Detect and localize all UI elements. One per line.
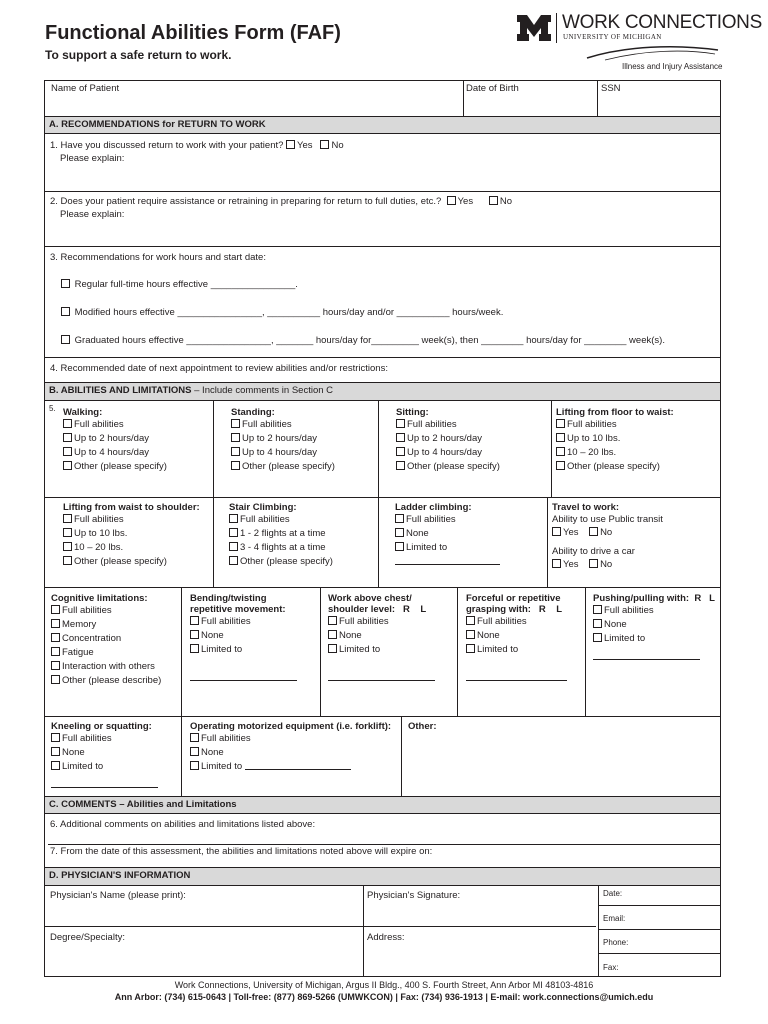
sitting-opt-4-checkbox[interactable] — [396, 461, 405, 470]
section-a-heading: A. RECOMMENDATIONS for RETURN TO WORK — [45, 116, 720, 134]
physician-signature-label: Physician's Signature: — [367, 890, 461, 901]
kneeling-opt-3-checkbox[interactable] — [51, 761, 60, 770]
q3-regular-checkbox[interactable] — [61, 279, 70, 288]
lifting-floor-opt-2-checkbox[interactable] — [556, 433, 565, 442]
standing-group: Standing: Full abilities Up to 2 hours/day Up to 4 hours/day Other (please specify) — [231, 407, 335, 472]
q7-text: 7. From the date of this assessment, the abilities and limitations noted above will expire on: — [50, 846, 433, 857]
q3-modified-checkbox[interactable] — [61, 307, 70, 316]
q1-text: 1. Have you discussed return to work with your patient? Yes No — [50, 140, 344, 151]
q3-graduated-checkbox[interactable] — [61, 335, 70, 344]
q2-explain: Please explain: — [60, 209, 125, 220]
lifting-shoulder-opt-3-checkbox[interactable] — [63, 542, 72, 551]
other-label: Other: — [408, 721, 437, 732]
patient-name-label: Name of Patient — [51, 83, 120, 94]
walking-opt-1-checkbox[interactable] — [63, 419, 72, 428]
cognitive-opt-2-checkbox[interactable] — [51, 619, 60, 628]
motorized-opt-1-checkbox[interactable] — [190, 733, 199, 742]
walking-opt-3-checkbox[interactable] — [63, 447, 72, 456]
transit-no-checkbox[interactable] — [589, 527, 598, 536]
forceful-opt-2-checkbox[interactable] — [466, 630, 475, 639]
standing-opt-4-checkbox[interactable] — [231, 461, 240, 470]
fax-label: Fax: — [603, 963, 619, 972]
motorized-group: Operating motorized equipment (i.e. forklift): Full abilities None Limited to — [190, 721, 392, 772]
q1-no-checkbox[interactable] — [320, 140, 329, 149]
forceful-opt-1-checkbox[interactable] — [466, 616, 475, 625]
sitting-opt-1-checkbox[interactable] — [396, 419, 405, 428]
lifting-floor-opt-1-checkbox[interactable] — [556, 419, 565, 428]
ladder-opt-1-checkbox[interactable] — [395, 514, 404, 523]
cognitive-opt-6-checkbox[interactable] — [51, 675, 60, 684]
lifting-shoulder-opt-2-checkbox[interactable] — [63, 528, 72, 537]
form-subtitle: To support a safe return to work. — [45, 48, 232, 62]
bending-opt-1-checkbox[interactable] — [190, 616, 199, 625]
work-above-group: Work above chest/ shoulder level: R L Full abilities None Limited to — [328, 593, 435, 685]
work-above-limited-line[interactable] — [328, 671, 435, 681]
lifting-floor-group: Lifting from floor to waist: Full abilities Up to 10 lbs. 10 – 20 lbs. Other (please specify) — [556, 407, 674, 472]
dob-label: Date of Birth — [466, 83, 519, 94]
standing-opt-2-checkbox[interactable] — [231, 433, 240, 442]
stair-opt-4-checkbox[interactable] — [229, 556, 238, 565]
lifting-shoulder-opt-4-checkbox[interactable] — [63, 556, 72, 565]
stair-opt-2-checkbox[interactable] — [229, 528, 238, 537]
walking-group: Walking: Full abilities Up to 2 hours/day Up to 4 hours/day Other (please specify) — [63, 407, 167, 472]
block-m-logo — [517, 15, 551, 41]
date-label: Date: — [603, 889, 623, 898]
logo-name: WORK CONNECTIONS — [562, 12, 762, 33]
motorized-limited-line[interactable] — [245, 760, 351, 770]
address-label: Address: — [367, 932, 405, 943]
footer-address: Work Connections, University of Michigan, Argus II Bldg., 400 S. Fourth Street, Ann Arbor MI 48103-4816 — [174, 980, 594, 990]
swoosh-graphic — [585, 44, 720, 64]
kneeling-opt-1-checkbox[interactable] — [51, 733, 60, 742]
faf-form — [44, 80, 721, 977]
phone-label: Phone: — [603, 938, 629, 947]
q1-explain: Please explain: — [60, 153, 125, 164]
walking-opt-4-checkbox[interactable] — [63, 461, 72, 470]
q2-no-checkbox[interactable] — [489, 196, 498, 205]
ladder-limited-line[interactable] — [395, 555, 500, 565]
motorized-opt-2-checkbox[interactable] — [190, 747, 199, 756]
pushing-group: Pushing/pulling with: R L Full abilities None Limited to — [593, 593, 715, 664]
degree-label: Degree/Specialty: — [50, 932, 125, 943]
sitting-opt-3-checkbox[interactable] — [396, 447, 405, 456]
section-c-heading: C. COMMENTS – Abilities and Limitations — [45, 796, 720, 814]
q2-yes-checkbox[interactable] — [447, 196, 456, 205]
q3-graduated: Graduated hours effective ________________, _______ hours/day for_________ week(s), then ________ hours/day for ________ week(s). — [61, 335, 665, 346]
section-d-heading: D. PHYSICIAN'S INFORMATION — [45, 867, 720, 886]
physician-name-label: Physician's Name (please print): — [50, 890, 186, 901]
walking-opt-2-checkbox[interactable] — [63, 433, 72, 442]
bending-group: Bending/twisting repetitive movement: Full abilities None Limited to — [190, 593, 297, 685]
pushing-opt-2-checkbox[interactable] — [593, 619, 602, 628]
cognitive-opt-3-checkbox[interactable] — [51, 633, 60, 642]
lifting-floor-opt-3-checkbox[interactable] — [556, 447, 565, 456]
work-above-opt-3-checkbox[interactable] — [328, 644, 337, 653]
q1-yes-checkbox[interactable] — [286, 140, 295, 149]
bending-limited-line[interactable] — [190, 671, 297, 681]
lifting-floor-opt-4-checkbox[interactable] — [556, 461, 565, 470]
q3-regular: Regular full-time hours effective ________________. — [61, 279, 298, 290]
bending-opt-2-checkbox[interactable] — [190, 630, 199, 639]
pushing-limited-line[interactable] — [593, 650, 700, 660]
stair-group: Stair Climbing: Full abilities 1 - 2 flights at a time 3 - 4 flights at a time Other (please specify) — [229, 502, 333, 567]
section-b-heading: B. ABILITIES AND LIMITATIONS – Include comments in Section C — [45, 382, 720, 401]
q5-number: 5. — [49, 404, 56, 413]
pushing-opt-3-checkbox[interactable] — [593, 633, 602, 642]
ssn-label: SSN — [601, 83, 621, 94]
transit-yes-checkbox[interactable] — [552, 527, 561, 536]
pushing-opt-1-checkbox[interactable] — [593, 605, 602, 614]
motorized-opt-3-checkbox[interactable] — [190, 761, 199, 770]
drive-no-checkbox[interactable] — [589, 559, 598, 568]
standing-opt-1-checkbox[interactable] — [231, 419, 240, 428]
cognitive-opt-4-checkbox[interactable] — [51, 647, 60, 656]
kneeling-limited-line[interactable] — [51, 778, 158, 788]
logo-divider — [556, 13, 557, 43]
cognitive-group: Cognitive limitations: Full abilities Memory Concentration Fatigue Interaction with others Other (please describe) — [51, 593, 162, 686]
q3-text: 3. Recommendations for work hours and start date: — [50, 252, 266, 263]
ladder-group: Ladder climbing: Full abilities None Limited to — [395, 502, 500, 569]
work-above-opt-2-checkbox[interactable] — [328, 630, 337, 639]
stair-opt-1-checkbox[interactable] — [229, 514, 238, 523]
cognitive-opt-1-checkbox[interactable] — [51, 605, 60, 614]
q4-text: 4. Recommended date of next appointment to review abilities and/or restrictions: — [50, 363, 388, 374]
drive-yes-checkbox[interactable] — [552, 559, 561, 568]
logo-tagline: Illness and Injury Assistance — [622, 62, 723, 71]
forceful-limited-line[interactable] — [466, 671, 567, 681]
travel-group: Travel to work: Ability to use Public transit Yes No Ability to drive a car Yes No — [552, 502, 663, 570]
forceful-opt-3-checkbox[interactable] — [466, 644, 475, 653]
kneeling-group: Kneeling or squatting: Full abilities None Limited to — [51, 721, 158, 792]
bending-opt-3-checkbox[interactable] — [190, 644, 199, 653]
work-above-opt-1-checkbox[interactable] — [328, 616, 337, 625]
logo-university: UNIVERSITY OF MICHIGAN — [563, 33, 662, 41]
form-title: Functional Abilities Form (FAF) — [45, 22, 341, 44]
q6-text: 6. Additional comments on abilities and limitations listed above: — [50, 819, 316, 830]
q2-text: 2. Does your patient require assistance or retraining in preparing for return to full duties, etc.? Yes No — [50, 196, 513, 207]
ladder-opt-2-checkbox[interactable] — [395, 528, 404, 537]
ladder-opt-3-checkbox[interactable] — [395, 542, 404, 551]
stair-opt-3-checkbox[interactable] — [229, 542, 238, 551]
lifting-shoulder-group: Lifting from waist to shoulder: Full abilities Up to 10 lbs. 10 – 20 lbs. Other (please specify) — [63, 502, 200, 567]
q3-modified: Modified hours effective ________________, __________ hours/day and/or __________ hours/week. — [61, 307, 503, 318]
sitting-group: Sitting: Full abilities Up to 2 hours/day Up to 4 hours/day Other (please specify) — [396, 407, 500, 472]
cognitive-opt-5-checkbox[interactable] — [51, 661, 60, 670]
standing-opt-3-checkbox[interactable] — [231, 447, 240, 456]
lifting-shoulder-opt-1-checkbox[interactable] — [63, 514, 72, 523]
email-label: Email: — [603, 914, 626, 923]
kneeling-opt-2-checkbox[interactable] — [51, 747, 60, 756]
forceful-group: Forceful or repetitive grasping with: R L Full abilities None Limited to — [466, 593, 567, 685]
sitting-opt-2-checkbox[interactable] — [396, 433, 405, 442]
footer-contact: Ann Arbor: (734) 615-0643 | Toll-free: (877) 869-5266 (UMWKCON) | Fax: (734) 936-1913 | E-mail: work.connections@umich.edu — [114, 992, 654, 1002]
